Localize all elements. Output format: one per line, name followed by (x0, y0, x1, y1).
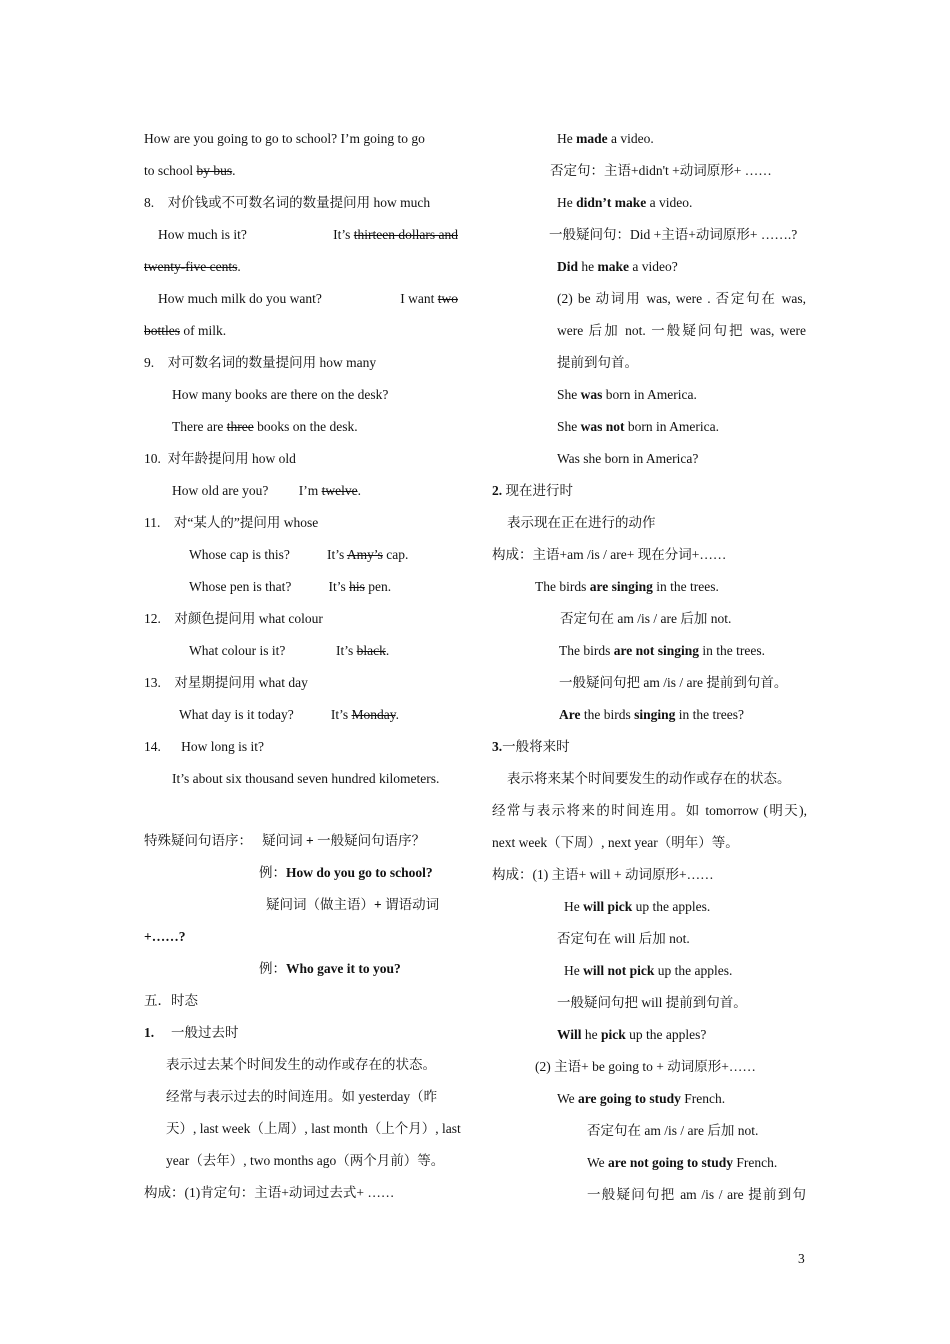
left-text-line (144, 322, 226, 340)
left-text-line (172, 386, 388, 404)
text-run: 一般将来时 (502, 739, 570, 754)
text-run: He (564, 899, 584, 914)
text-run: . (237, 259, 241, 274)
text-run: 经常与表示过去的时间连用。如 yesterday（昨 (166, 1089, 438, 1104)
text-group (492, 802, 807, 820)
text-run: French. (733, 1155, 778, 1170)
left-text-line (144, 1184, 394, 1202)
right-text-line (557, 994, 747, 1012)
left-text-line (144, 450, 296, 468)
struck-answer: Amy’s (346, 547, 383, 562)
bold-text: Did (557, 259, 579, 274)
struck-answer: twelve (321, 483, 358, 498)
right-text-line (559, 674, 787, 692)
bold-text: singing (634, 707, 676, 722)
text-run: 一般疑问句把 am /is / are 提前到句 (587, 1187, 806, 1202)
text-run: . (395, 707, 399, 722)
right-text-line (550, 162, 772, 180)
text-run: He (564, 963, 584, 978)
text-run: What colour is it? It’s (189, 643, 357, 658)
bold-text: + (306, 833, 314, 848)
left-text-line (144, 130, 425, 148)
left-text-line (189, 578, 391, 596)
text-group (158, 226, 247, 244)
right-text-line (557, 450, 698, 468)
text-run: born in America. (602, 387, 697, 402)
left-text-line (144, 832, 425, 850)
right-text-line (492, 834, 739, 852)
struck-answer: his (349, 579, 365, 594)
text-run: were 后加 not. 一般疑问句把 was, were (557, 323, 806, 338)
left-text-line (266, 896, 439, 914)
left-text-line (144, 928, 185, 946)
text-run: . (385, 643, 390, 658)
struck-answer: twenty-five cents (144, 259, 238, 274)
text-run: 一般疑问句语序？ (313, 833, 426, 848)
left-text-line (189, 546, 408, 564)
right-text-line (507, 514, 656, 532)
text-run: year（去年）, two months ago（两个月前）等。 (166, 1153, 445, 1168)
text-run: She (557, 387, 581, 402)
text-run: There are (172, 419, 227, 434)
left-text-line (144, 258, 241, 276)
right-text-line (507, 770, 791, 788)
text-run: 14. How long is it? (144, 739, 264, 754)
text-run: He (557, 195, 577, 210)
right-text-line (557, 130, 654, 148)
right-text-line (587, 1154, 777, 1172)
text-run: 提前到句首。 (557, 355, 638, 370)
bold-text: are not singing (613, 643, 700, 658)
text-run: 否定句：主语+didn't +动词原形+ …… (550, 163, 772, 178)
struck-answer: Monday (351, 707, 396, 722)
text-run: 特殊疑问句语序： 疑问词 (144, 833, 306, 848)
bold-text: will not pick (583, 963, 655, 978)
right-text-line (557, 386, 697, 404)
bold-text: was not (580, 419, 625, 434)
text-run: up the apples. (632, 899, 711, 914)
right-text-line (557, 290, 806, 308)
right-text-line (587, 1186, 806, 1204)
right-text-line (535, 1058, 756, 1076)
struck-answer: thirteen dollars and (353, 227, 458, 242)
right-text-line (557, 1026, 706, 1044)
left-text-line (158, 226, 458, 244)
right-text-line (560, 610, 731, 628)
right-text-line (492, 482, 573, 500)
text-run: in the trees. (652, 579, 719, 594)
text-run: 例： (259, 961, 286, 976)
text-run: What day is it today? It’s (179, 707, 352, 722)
right-text-line (492, 738, 570, 756)
text-run: 表示过去某个时间发生的动作或存在的状态。 (166, 1057, 436, 1072)
text-run: the birds (580, 707, 635, 722)
right-text-line (564, 898, 710, 916)
right-text-line (559, 642, 765, 660)
text-run: . (232, 163, 236, 178)
bold-text: will pick (583, 899, 633, 914)
text-run: 疑问词（做主语） (266, 897, 374, 912)
bold-text: didn’t make (576, 195, 647, 210)
text-run: . (357, 483, 361, 498)
bold-text: Who gave it to you? (286, 961, 401, 976)
left-text-line (158, 290, 458, 308)
right-text-line (564, 962, 732, 980)
left-text-line (144, 992, 198, 1010)
text-run: pen. (364, 579, 392, 594)
text-run: (2) be 动词用 was, were . 否定句在 was, (557, 291, 806, 306)
left-text-line (179, 706, 399, 724)
right-text-line (557, 354, 638, 372)
text-run: 一般过去时 (154, 1025, 239, 1040)
page-number: 3 (798, 1251, 805, 1266)
left-text-line (144, 354, 376, 372)
text-run: Was she born in America? (557, 451, 699, 466)
bold-text: Are (559, 707, 581, 722)
text-run: born in America. (624, 419, 719, 434)
text-run: Whose cap is this? It’s (189, 547, 347, 562)
text-run: She (557, 419, 581, 434)
text-run: 经常与表示将来的时间连用。如 tomorrow (明天), (492, 803, 807, 818)
text-run: 表示将来某个时间要发生的动作或存在的状态。 (507, 771, 791, 786)
text-run: 11. 对“某人的”提问用 whose (144, 515, 319, 530)
text-run: 表示现在正在进行的动作 (507, 515, 656, 530)
struck-answer: three (226, 419, 254, 434)
text-run: 9. 对可数名词的数量提问用 how many (144, 355, 377, 370)
left-text-line (259, 864, 433, 882)
left-text-line (166, 1056, 436, 1074)
text-run: a video. (646, 195, 693, 210)
text-run: 构成：主语+am /is / are+ 现在分词+…… (492, 547, 727, 562)
text-run: 10. 对年龄提问用 how old (144, 451, 296, 466)
right-text-line (557, 194, 692, 212)
text-group (400, 290, 458, 308)
text-run: How much milk do you want? (158, 291, 322, 306)
text-run: 构成：(1)肯定句：主语+动词过去式+ …… (144, 1185, 395, 1200)
text-group (587, 1186, 806, 1204)
text-run: books on the desk. (253, 419, 358, 434)
text-run: in the trees. (699, 643, 765, 658)
text-group (333, 226, 458, 244)
bold-text: How do you go to school? (286, 865, 433, 880)
right-text-line (559, 706, 744, 724)
text-run: (2) 主语+ be going to + 动词原形+…… (535, 1059, 756, 1074)
right-text-line (535, 578, 719, 596)
bold-text: was (580, 387, 603, 402)
struck-answer: black (356, 643, 386, 658)
text-run: he (581, 1027, 602, 1042)
left-text-line (166, 1152, 444, 1170)
left-text-line (144, 1024, 239, 1042)
bold-text: pick (601, 1027, 626, 1042)
left-text-line (172, 770, 439, 788)
bold-text: are going to study (578, 1091, 681, 1106)
text-run: Whose pen is that? It’s (189, 579, 350, 594)
bold-text: made (576, 131, 608, 146)
text-run: he (578, 259, 598, 274)
right-text-line (557, 930, 690, 948)
bold-text: are singing (589, 579, 653, 594)
text-group (557, 290, 806, 308)
text-run: How old are you? I’m (172, 483, 322, 498)
text-run: 构成：(1) 主语+ will + 动词原形+…… (492, 867, 714, 882)
text-run: 一般疑问句把 am /is / are 提前到句首。 (559, 675, 788, 690)
text-group (557, 322, 806, 340)
bold-text: 1. (144, 1025, 155, 1040)
left-text-line (144, 738, 264, 756)
right-text-line (492, 866, 714, 884)
left-text-line (166, 1120, 461, 1138)
bold-text: make (597, 259, 630, 274)
text-run: up the apples? (625, 1027, 707, 1042)
bold-text: + (374, 897, 382, 912)
text-run: 一般疑问句把 will 提前到句首。 (557, 995, 747, 1010)
struck-answer: two (437, 291, 458, 306)
text-run: 例： (259, 865, 286, 880)
right-text-line (557, 322, 806, 340)
text-run: 一般疑问句：Did +主语+动词原形+ …….? (549, 227, 798, 242)
text-run: It’s (333, 227, 354, 242)
left-text-line (144, 162, 236, 180)
left-text-line (144, 194, 430, 212)
struck-answer: bottles (144, 323, 180, 338)
text-run: next week（下周）, next year（明年）等。 (492, 835, 739, 850)
text-run: How much is it? (158, 227, 247, 242)
right-text-line (557, 258, 678, 276)
left-text-line (144, 514, 318, 532)
text-run: 天）, last week（上周）, last month（上个月）, last (166, 1121, 461, 1136)
text-run: We (557, 1091, 579, 1106)
struck-answer: by bus (196, 163, 233, 178)
text-run: 否定句在 am /is / are 后加 not. (587, 1123, 759, 1138)
text-run: French. (680, 1091, 726, 1106)
left-text-line (144, 674, 308, 692)
text-run: The birds (535, 579, 590, 594)
text-run: 13. 对星期提问用 what day (144, 675, 308, 690)
text-run: We (587, 1155, 609, 1170)
bold-text: +……? (144, 929, 186, 944)
bold-text: 3. (492, 739, 503, 754)
text-run: up the apples. (654, 963, 733, 978)
text-run: of milk. (180, 323, 227, 338)
text-run: cap. (382, 547, 409, 562)
right-text-line (549, 226, 797, 244)
text-run: 现在进行时 (502, 483, 573, 498)
text-run: to school (144, 163, 197, 178)
left-text-line (166, 1088, 437, 1106)
left-text-line (172, 418, 358, 436)
bold-text: 2. (492, 483, 503, 498)
right-text-line (492, 802, 807, 820)
text-run: How are you going to go to school? I’m going to go (144, 131, 425, 146)
left-text-line (172, 482, 361, 500)
text-group (158, 290, 322, 308)
text-run: The birds (559, 643, 614, 658)
text-run: a video. (607, 131, 654, 146)
text-run: a video? (629, 259, 678, 274)
left-text-line (144, 610, 323, 628)
text-run: in the trees? (675, 707, 745, 722)
right-text-line (587, 1122, 758, 1140)
text-run: He (557, 131, 577, 146)
text-run: I want (400, 291, 438, 306)
text-run: 否定句在 am /is / are 后加 not. (560, 611, 732, 626)
right-text-line (557, 1090, 725, 1108)
text-run: 五．时态 (144, 993, 198, 1008)
left-text-line (189, 642, 389, 660)
text-run: 12. 对颜色提问用 what colour (144, 611, 323, 626)
text-run: 8. 对价钱或不可数名词的数量提问用 how much (144, 195, 431, 210)
bold-text: Will (557, 1027, 582, 1042)
right-text-line (492, 546, 726, 564)
text-run: 谓语动词 (381, 897, 440, 912)
left-text-line (259, 960, 401, 978)
text-run: 否定句在 will 后加 not. (557, 931, 690, 946)
text-run: How many books are there on the desk? (172, 387, 389, 402)
bold-text: are not going to study (608, 1155, 734, 1170)
text-run: It’s about six thousand seven hundred kilometers. (172, 771, 440, 786)
right-text-line (557, 418, 719, 436)
